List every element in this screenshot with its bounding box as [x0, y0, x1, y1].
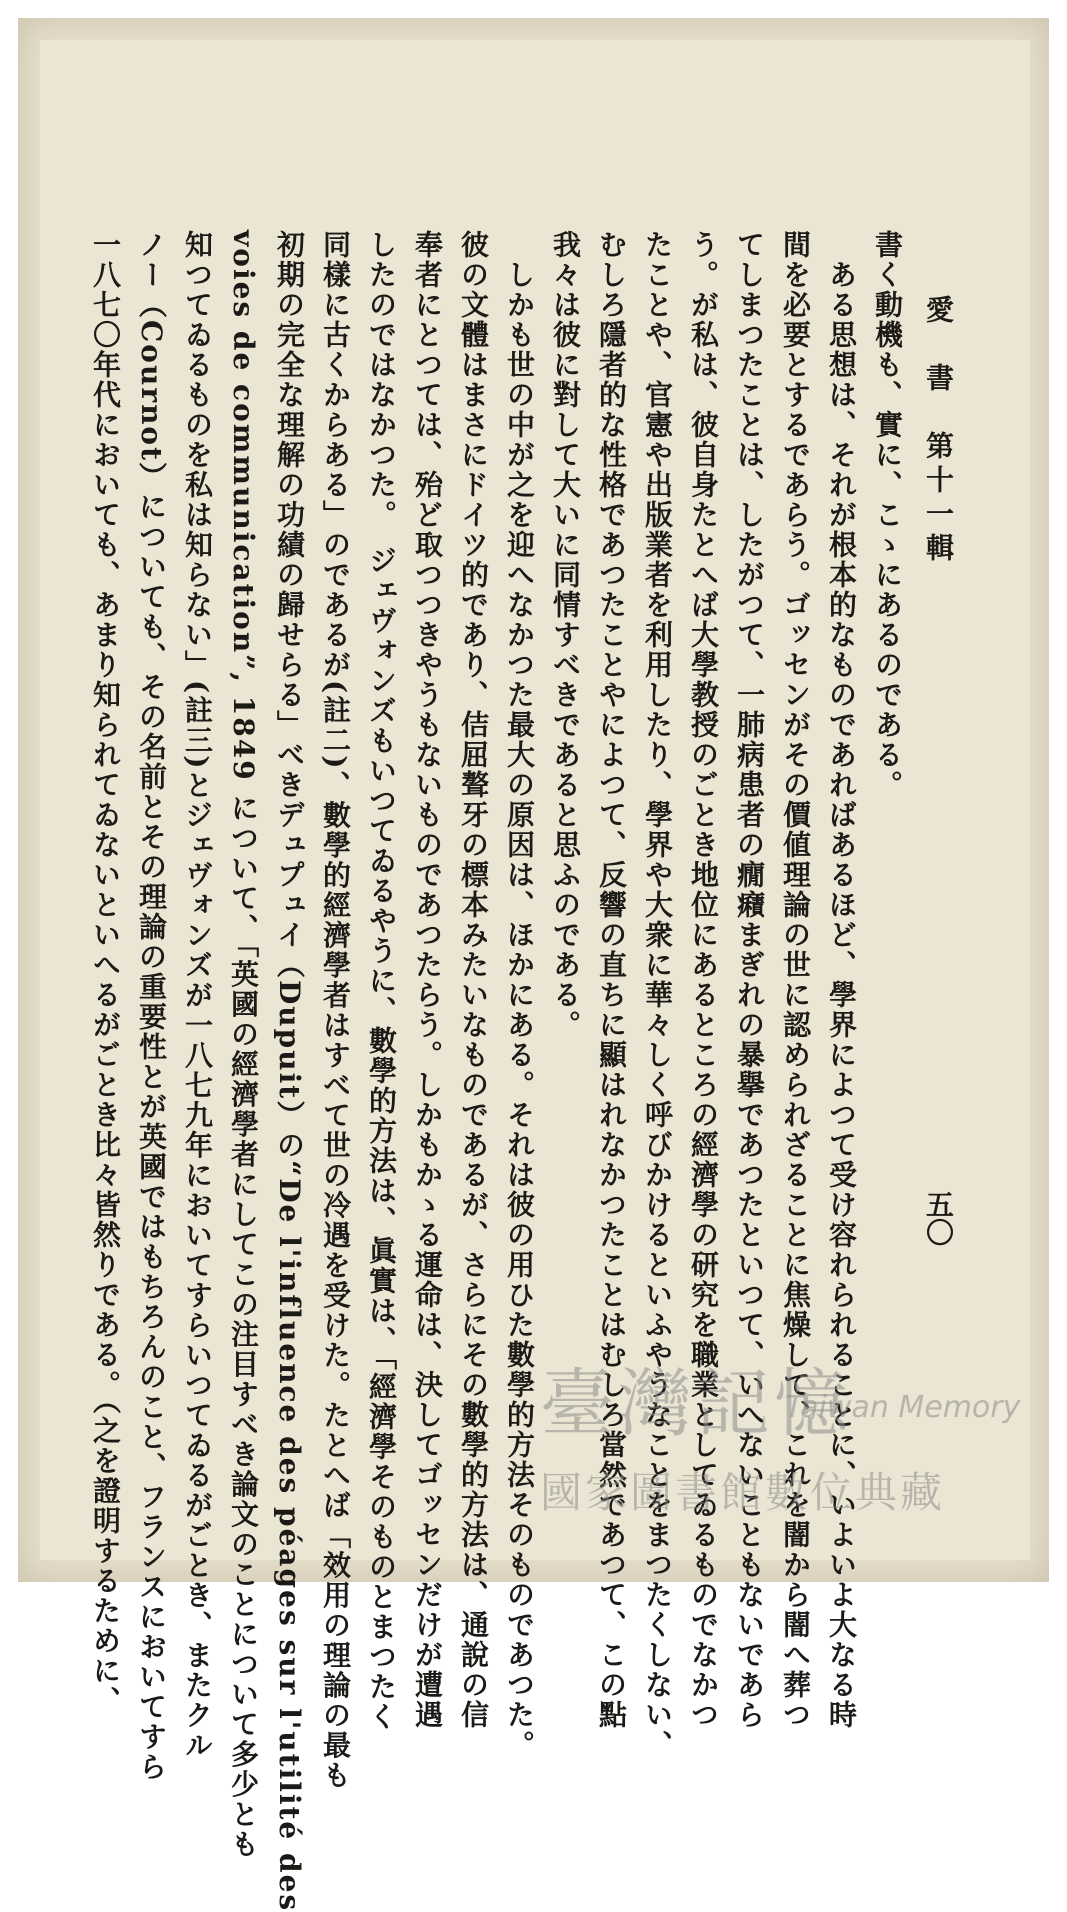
text-line: 初期の完全な理解の功績の歸せらる」べきデュプュイ（Dupuit）の“De l'influence des péages sur l'utilité des: [273, 230, 306, 1912]
text-line: むしろ隱者的な性格であつたことやによつて、反響の直ちに顯はれなかつたことはむしろ當然であつて、この點: [595, 230, 628, 1730]
text-line: 奉者にとつては、殆ど取つつきやうもないものであつたらう。しかもかゝる運命は、決してゴッセンだけが遭遇: [411, 230, 444, 1730]
text-line: ノー（Cournot）についても、その名前とその理論の重要性とが英國ではもちろんのこと、フランスにおいてすら: [135, 230, 168, 1783]
page-number: 五〇: [922, 1190, 955, 1246]
watermark-english: Taiwan Memory: [785, 1390, 1021, 1425]
text-line: 一八七〇年代においても、あまり知られてゐないといへるがごとき比々皆然りである。（之を證明するために、: [89, 230, 122, 1716]
text-line: したのではなかつた。 ジェヴォンズもいつてゐるやうに、數學的方法は、眞實は、「經濟學そのものとまつたく: [365, 230, 398, 1732]
watermark-logo-text: 臺灣記憶: [540, 1361, 852, 1447]
text-line: 間を必要とするであらう。ゴッセンがその價値理論の世に認められざることに焦燥して、これを闇から闇へ葬つ: [779, 230, 812, 1730]
text-line: しかも世の中が之を迎へなかつた最大の原因は、ほかにある。それは彼の用ひた數學的方法そのものであつた。: [503, 230, 536, 1760]
text-line: 彼の文體はまさにドイツ的であり、佶屈聱牙の標本みたいなものであるが、さらにその數學的方法は、通說の信: [457, 230, 490, 1730]
text-line: 我々は彼に對して大いに同情すべきであると思ふのである。: [549, 230, 582, 1040]
text-line: 同樣に古くからある」のであるが(註二)、數學的經濟學者はすべて世の冷遇を受けた。たとへば「效用の理論の最も: [319, 230, 352, 1791]
text-line: 書く動機も、實に、こゝにあるのである。: [871, 230, 904, 800]
text-line: たことや、官憲や出版業者を利用したり、學界や大衆に華々しく呼びかけるといふやうなことをまつたくしない、: [641, 230, 674, 1760]
text-line: てしまつたことは、したがつて、一肺病患者の癇癪まぎれの暴擧であつたといつて、いへないこともないであら: [733, 230, 766, 1730]
book-page: [40, 40, 1030, 1912]
watermark-org: 國家圖書館數位典藏: [540, 1468, 946, 1517]
running-header-title: 愛 書 第十一輯: [922, 295, 955, 567]
text-line: 知つてゐるものを私は知らない」(註三)とジェヴォンズが一八七九年においてすらいつてゐるがごとき、またクル: [181, 230, 214, 1761]
watermark: [540, 1361, 1021, 1600]
text-line: う。が私は、彼自身たとへば大學教授のごとき地位にあるところの經濟學の研究を職業としてゐるものでなかつ: [687, 230, 720, 1730]
body-text: [89, 230, 910, 1912]
text-line: voies de communication”, 1849 について、「英國の經濟學者にしてこの注目すべき論文のことについて多少とも: [227, 230, 260, 1860]
text-line: ある思想は、それが根本的なものであればあるほど、學界によつて受け容れられることに、いよいよ大なる時: [825, 230, 858, 1730]
